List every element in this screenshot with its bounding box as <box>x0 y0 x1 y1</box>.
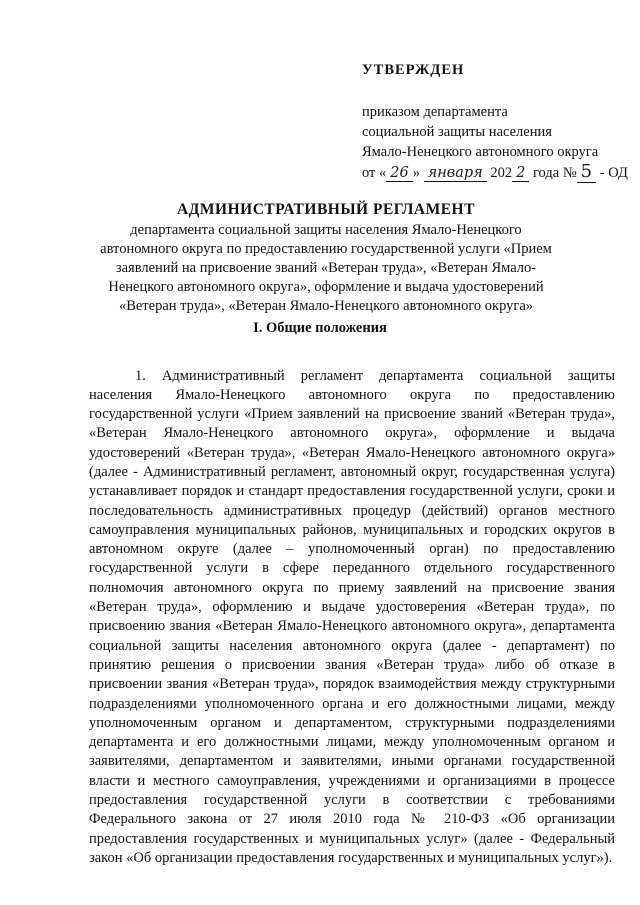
body-paragraph-1: 1. Административный регламент департамента социальной защиты населения Ямало-Ненецкого автономного округа по предоставлению государственной услуги «Прием заявлений на присвоение званий «Ветеран труда», «Ветеран Ямало-Ненецкого автономного округа», оформление и выдача удостоверений «Ветеран труда», «Ветеран Ямало-Ненецкого автономного округа» (далее - Административный регламент, автономный округ, государственная услуга) устанавливает порядок и стандарт предоставления государственной услуги, сроки и последовательность административных процедур (действий) органов местного самоуправления муниципальных районов, муниципальных и городских округов в автономном округе (далее – уполномоченный орган) по предоставлению государственной услуги в сфере переданного отдельного государственного полномочия автономного округа по приему заявлений на присвоение звания «Ветеран труда», оформлению и выдаче удостоверения «Ветеран труда», по присвоению звания «Ветеран Ямало-Ненецкого автономного округа», департамента социальной защиты населения автономного округа (далее - департамент) по принятию решения о присвоении звания «Ветеран труда» либо об отказе в присвоении звания «Ветеран труда», порядок взаимодействия между структурными подразделениями уполномоченного органа и его должностными лицами, между уполномоченным органом и департаментом, структурными подразделениями департамента и его должностными лицами, между уполномоченным органом и заявителями, департаментом и заявителями, иными органами государственной власти и местного самоуправления, учреждениями и организациями в процессе предоставления государственной услуги в соответствии с требованиями Федерального закона от 27 июля 2010 года № 210-ФЗ «Об организации предоставления государственных и муниципальных услуг» (далее - Федеральный закон «Об организации предоставления государственных и муниципальных услуг»). <box>89 367 615 866</box>
approval-block <box>362 60 632 183</box>
handwritten-month: января <box>424 165 487 182</box>
handwritten-day: 26 <box>386 165 412 182</box>
year-suffix: года № <box>532 165 577 181</box>
section-heading: I. Общие положения <box>253 320 387 336</box>
approval-line-region: Ямало-Ненецкого автономного округа <box>362 144 599 160</box>
document-title-block <box>96 200 556 316</box>
document-title: АДМИНИСТРАТИВНЫЙ РЕГЛАМЕНТ <box>177 201 475 218</box>
approval-line-department: социальной защиты населения <box>362 124 552 140</box>
approval-line-order: приказом департамента <box>362 104 508 120</box>
year-prefix: 202 <box>490 165 513 181</box>
order-number-suffix: - ОД <box>599 165 628 181</box>
approval-stamp-title: УТВЕРЖДЕН <box>362 62 465 78</box>
document-subtitle: департамента социальной защиты населения Ямало-Ненецкого автономного округа по предоставлению государственной услуги «Прием заявлений на присвоение званий «Ветеран труда», «Ветеран Ямало-Ненецкого автономного округа», оформление и выдача удостоверений «Ветеран труда», «Ветеран Ямало-Ненецкого автономного округа» <box>100 222 552 314</box>
date-prefix: от « <box>362 165 387 181</box>
date-close-quote: » <box>412 165 420 181</box>
handwritten-order-number: 5 <box>577 161 596 183</box>
handwritten-year-digit: 2 <box>512 165 529 182</box>
approval-date-line <box>362 162 632 183</box>
